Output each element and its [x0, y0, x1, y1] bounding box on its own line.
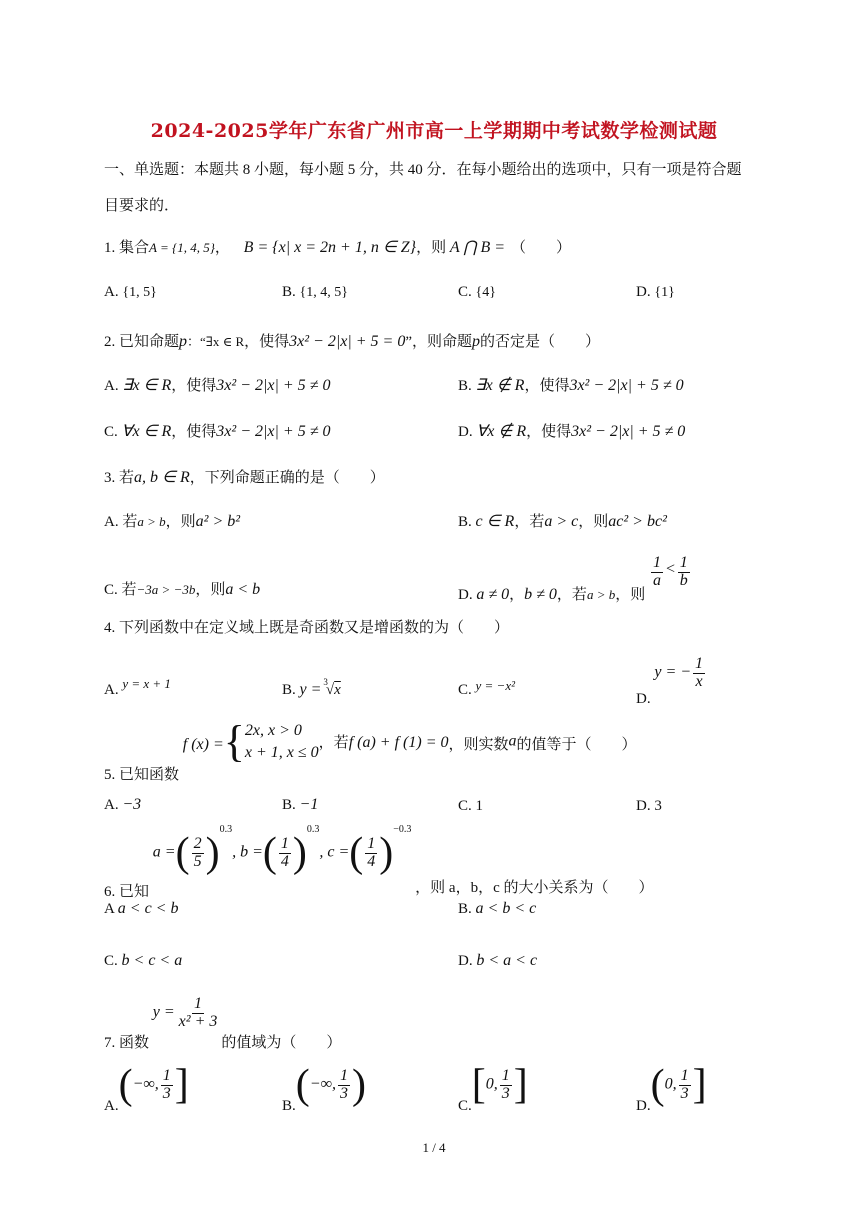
question-6: 6. 已知 a =( $\frac{2}{5}$ )$^{0.3}$, b =( $\frac{1}{4}$ )$^{0.3}$, c =( $\frac{1}{4}$ )$^{-0.3}$ ，则 a，b，c 的大小关系为（ ） [104, 824, 654, 901]
q7-option-d: D.(0, $\frac{1}{3}$ ] [636, 1062, 707, 1115]
section-instruction-line2: 目要求的． [104, 198, 180, 214]
q7-option-a: A.(−∞, $\frac{1}{3}$ ] [104, 1062, 189, 1115]
q1-expression: A ⋂ B = [449, 239, 506, 256]
q3-option-a: A. 若a > b，则a² > b² [104, 513, 241, 530]
q3-option-d: D. a ≠ 0，b ≠ 0，若a > b，则 $\frac{1}{a}$ < $\frac{1}{b}$ [458, 554, 688, 603]
q4-option-c: C. y = −x² [458, 678, 515, 698]
q1-option-b: B. {1, 4, 5} [282, 284, 348, 300]
question-2: 2. 已知命题p：“∃x ∈ R，使得3x² − 2|x| + 5 = 0”，则命题p的否定是（ ） [104, 333, 601, 350]
q6-option-a: A a < c < b [104, 900, 179, 917]
q6-option-b: B. a < b < c [458, 900, 537, 917]
page-title: 2024-2025学年广东省广州市高一上学期期中考试数学检测试题 [150, 120, 718, 142]
q3-option-b: B. c ∈ R，若a > c，则ac² > bc² [458, 513, 667, 530]
q4-option-b: B. y = $^3$√x [282, 677, 341, 698]
q2-option-d: D. ∀x ∉ R，使得3x² − 2|x| + 5 ≠ 0 [458, 423, 686, 440]
q5-option-a: A. −3 [104, 796, 142, 813]
q6-option-c: C. b < c < a [104, 952, 183, 969]
q1-option-c: C. {4} [458, 284, 496, 300]
q5-option-d: D. 3 [636, 798, 662, 814]
q1-paren: （ ） [511, 240, 572, 256]
q2-option-a: A. ∃x ∈ R，使得3x² − 2|x| + 5 ≠ 0 [104, 377, 331, 394]
question-1 [104, 236, 571, 257]
q2-option-b: B. ∃x ∉ R，使得3x² − 2|x| + 5 ≠ 0 [458, 377, 684, 394]
q5-option-c: C. 1 [458, 798, 484, 814]
q6-option-d: D. b < a < c [458, 952, 538, 969]
section-instruction-line1: 一、单选题：本题共 8 小题，每小题 5 分，共 40 分．在每小题给出的选项中，只有一项是符合题 [104, 162, 742, 178]
question-3: 3. 若a, b ∈ R，下列命题正确的是（ ） [104, 469, 385, 486]
question-7: 7. 函数 y = $\frac{1}{\text{x² + 3}}$ 的值域为（ ） [104, 995, 342, 1051]
q1-number: 1. 集合 [104, 240, 150, 256]
q1-then: ，则 [416, 240, 447, 256]
q5-option-b: B. −1 [282, 796, 319, 813]
q1-option-d: D. {1} [636, 284, 675, 300]
q4-option-a: A. y = x + 1 [104, 676, 171, 698]
q1-set-b: B = {x| x = 2n + 1, n ∈ Z} [243, 239, 417, 256]
question-5: 5. 已知函数 f (x) ={2x, x > 0 x + 1, x ≤ 0，若f (a) + f (1) = 0，则实数a的值等于（ ） [104, 717, 637, 784]
page-number: 1 / 4 [422, 1140, 446, 1155]
q4-option-d: D. y = − $\frac{1}{x}$ [636, 655, 704, 707]
q7-option-c: C.[0, $\frac{1}{3}$ ] [458, 1062, 528, 1115]
q1-option-a: A. {1, 5} [104, 284, 157, 300]
q2-option-c: C. ∀x ∈ R，使得3x² − 2|x| + 5 ≠ 0 [104, 423, 331, 440]
q1-set-a: A = {1, 4, 5} [149, 240, 215, 255]
q7-option-b: B.(−∞, $\frac{1}{3}$ ) [282, 1062, 366, 1115]
question-4: 4. 下列函数中在定义域上既是奇函数又是增函数的为（ ） [104, 620, 510, 636]
q3-option-c: C. 若−3a > −3b，则a < b [104, 581, 261, 598]
q1-comma: ， [214, 240, 230, 256]
